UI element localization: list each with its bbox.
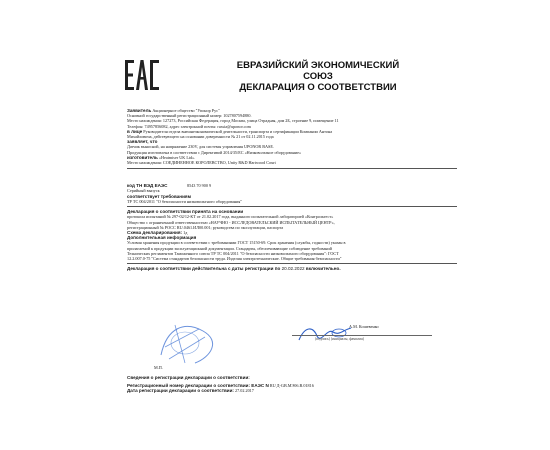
manufacturer-name: «Heatmiser UK Ltd».: [158, 154, 196, 160]
registration-date-row: [127, 388, 457, 393]
release-type: Серийный выпуск: [127, 188, 160, 194]
person-line-2: Михайловича, действующего на основании доверенности № 21 от 02.11.2015 года: [127, 134, 274, 140]
eac-logo-icon: [125, 58, 159, 92]
stamp-label: М.П.: [154, 365, 163, 370]
manufacturer-address: Место нахождения: СОЕДИНЕННОЕ КОРОЛЕВСТВО, Unity R&D Hartwood Court: [127, 160, 276, 166]
stamp-icon: [155, 317, 215, 369]
code-label: код ТН ВЭД ЕАЭС: [127, 183, 168, 189]
product-line-2: Продукция изготовлена в соответствии с Директивой 2014/35/EC «Низковольтное оборудование»: [127, 149, 302, 155]
registration-block: [127, 375, 457, 394]
scheme-value: 1д: [183, 230, 188, 236]
scheme-label: Схема декларирования:: [127, 230, 183, 236]
additional-line-3: Технических регламентов Таможенного союза ТР ТС 004/2011 "О безопасности низковольтного оборудования": ГОСТ: [127, 250, 339, 256]
applicant-label: Заявитель: [127, 108, 152, 113]
basis-line-3: регистрационный № РОСС RU.0461.ИЛ00.001; руководства по эксплуатации, паспорта: [127, 224, 284, 230]
applicant-name: Акционерное общество "Упонор Рус": [152, 108, 220, 113]
declaration-body: [127, 108, 457, 272]
person-label: в лице: [127, 128, 143, 134]
additional-line-1: Условия хранения продукции в соответствии с требованиями ГОСТ 15150-69. Срок хранения (службы, годности) указан в: [127, 240, 346, 246]
validity-row: [127, 266, 457, 271]
signature-area: [127, 317, 457, 372]
validity-date: 20.02.2022: [281, 266, 305, 272]
basis-line-2: Общество с ограниченной ответственностью «НАУЧНО - ИССЛЕДОВАТЕЛЬСКИЙ ИСПЫТАТЕЛЬНЫЙ ЦЕНТР»,: [127, 219, 335, 225]
product-line-1: Датчик выносной, на напряжение 230V, для системы управления UPONOR BASE.: [127, 144, 274, 150]
signature-caption: (подпись) (инициалы, фамилия): [315, 337, 364, 341]
divider-2: [127, 263, 457, 264]
additional-line-2: прилагаемой к продукции эксплуатационной документации. Стандарты, обеспечивающие соблюдение требований: [127, 245, 332, 251]
applicant-line-3: Телефон: 74957856082, адрес электронной почты: russia@uponor.com: [127, 123, 251, 129]
validity-suffix: включительно.: [305, 266, 341, 272]
registration-date-value: 27.02.2017: [235, 388, 254, 394]
requirements-label: соответствует требованиям: [127, 193, 191, 199]
registration-date-label: Дата регистрации декларации о соответствии:: [127, 388, 234, 394]
basis-label: Декларация о соответствии принята на основании: [127, 209, 244, 215]
registration-number-label: Регистрационный номер декларации о соответствии: ЕАЭС N: [127, 383, 269, 389]
requirements-text: ТР ТС 004/2011 "О безопасности низковольтного оборудования": [127, 198, 243, 204]
registration-number-value: RU Д-GB.МЭ06.В.01816: [269, 383, 314, 389]
blank-line: [127, 168, 457, 169]
person-line-1: Руководителя отдела внешнеэкономической деятельности, транспорта и сертификации Компании Антона: [143, 128, 333, 134]
additional-label: Дополнительная информация: [127, 235, 197, 241]
title-line-1: ЕВРАЗИЙСКИЙ ЭКОНОМИЧЕСКИЙ: [236, 60, 400, 71]
divider-1: [127, 206, 457, 207]
registration-heading: Сведения о регистрации декларации о соответствии:: [127, 375, 250, 380]
code-value: 8543 70 900 9: [187, 183, 212, 189]
applicant-line-2: Место нахождения: 127273, Российская Федерация, город Москва, улица Отрадная, дом 2Б, строение 9, помещение 11: [127, 118, 339, 124]
document-title: [168, 60, 468, 93]
applicant-line-1: Основной государственный регистрационный номер: 1027807594880.: [127, 113, 252, 119]
basis-line-1: протокола испытаний № 297-02/12-КТ от 21.02.2017 года, выданного испытательной лабораторией «Контрольтест»: [127, 214, 334, 220]
signature-line: [292, 335, 432, 336]
manufacturer-label: изготовитель: [127, 154, 158, 160]
additional-line-4: 12.2.007.0-75 "Система стандартов безопасности труда. Изделия электротехнические. Общие требования безопасности": [127, 256, 342, 262]
validity-prefix: Декларация о соответствии действительна с даты регистрации по: [127, 266, 281, 272]
title-line-3: ДЕКЛАРАЦИЯ О СООТВЕТСТВИИ: [239, 82, 397, 93]
declares-label: заявляет, что: [127, 139, 158, 145]
title-line-2: СОЮЗ: [303, 71, 333, 82]
signatory-name: А.М. Кошевенко: [349, 324, 379, 329]
